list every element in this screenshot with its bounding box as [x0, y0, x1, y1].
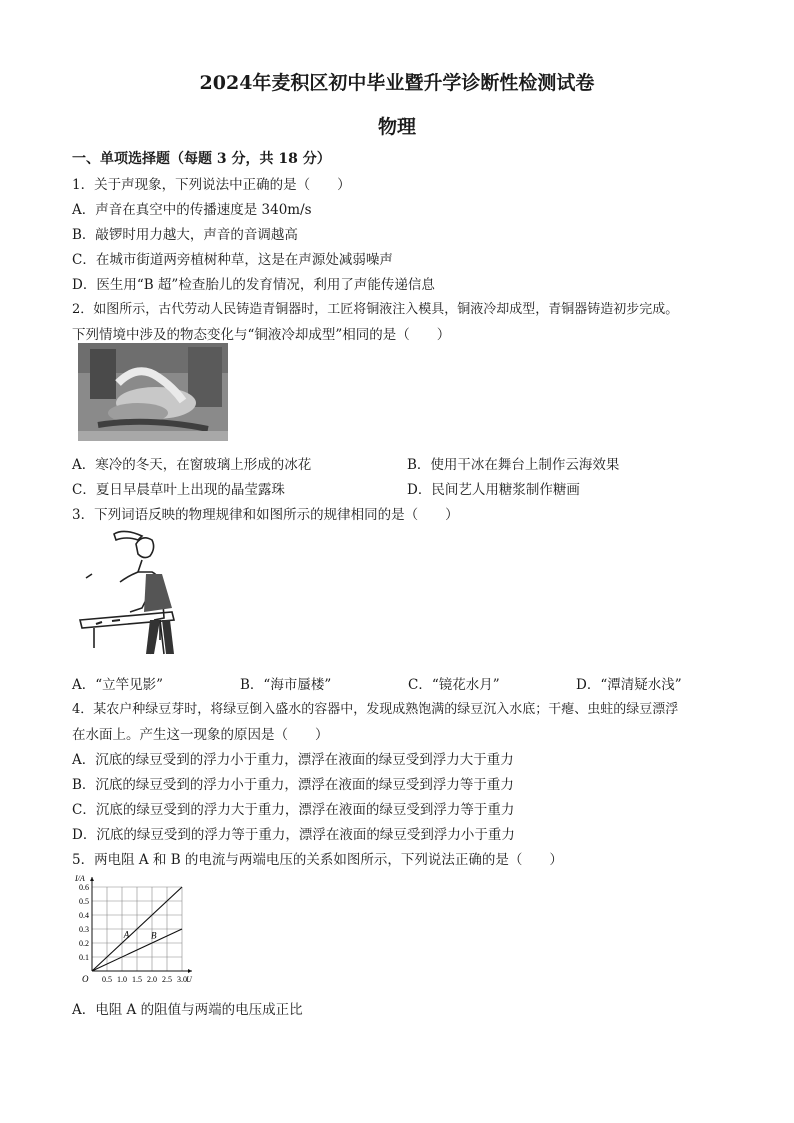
q2-option-a: A．寒冷的冬天，在窗玻璃上形成的冰花: [72, 457, 312, 473]
y-tick-label: 0.1: [79, 953, 89, 962]
q4-option-a: A．沉底的绿豆受到的浮力小于重力，漂浮在液面的绿豆受到浮力大于重力: [72, 752, 514, 768]
q2-stem-line1: 2．如图所示，古代劳动人民铸造青铜器时，工匠将铜液注入模具，铜液冷却成型，青铜器铸造初步完成。: [72, 302, 679, 317]
q3-option-d: D．“潭清疑水浅”: [576, 677, 682, 693]
carpenter-sighting-illustration: [76, 528, 186, 660]
x-tick-label: 1.5: [132, 975, 142, 984]
section-heading: 一、单项选择题（每题 3 分，共 18 分）: [72, 151, 331, 167]
series-label-b: B: [151, 930, 157, 941]
q3-stem: 3．下列词语反映的物理规律和如图所示的规律相同的是（ ）: [72, 507, 459, 523]
series-label-a: A: [123, 929, 130, 940]
q4-option-b: B．沉底的绿豆受到的浮力小于重力，漂浮在液面的绿豆受到浮力等于重力: [72, 777, 514, 793]
x-tick-label: 2.0: [147, 975, 157, 984]
q3-option-a: A．“立竿见影”: [72, 677, 164, 693]
q2-option-c: C．夏日早晨草叶上出现的晶莹露珠: [72, 482, 285, 498]
y-tick-label: 0.5: [79, 897, 89, 906]
q1-stem: 1．关于声现象，下列说法中正确的是（ ）: [72, 177, 351, 193]
q4-option-d: D．沉底的绿豆受到的浮力等于重力，漂浮在液面的绿豆受到浮力小于重力: [72, 827, 515, 843]
q5-stem: 5．两电阻 A 和 B 的电流与两端电压的关系如图所示，下列说法正确的是（ ）: [72, 852, 563, 868]
q4-option-c: C．沉底的绿豆受到的浮力大于重力，漂浮在液面的绿豆受到浮力等于重力: [72, 802, 515, 818]
q2-option-d: D．民间艺人用糖浆制作糖画: [407, 482, 580, 498]
q3-option-b: B．“海市蜃楼”: [240, 677, 332, 693]
x-tick-label: 3.0: [177, 975, 187, 984]
origin-label: O: [82, 974, 89, 984]
x-axis-label: U: [186, 975, 192, 984]
q3-option-c: C．“镜花水月”: [408, 677, 500, 693]
x-tick-label: 1.0: [117, 975, 127, 984]
q5-option-a: A．电阻 A 的阻值与两端的电压成正比: [72, 1002, 303, 1018]
q1-option-c: C．在城市街道两旁植树种草，这是在声源处减弱噪声: [72, 252, 393, 268]
y-tick-label: 0.6: [79, 883, 89, 892]
q1-option-a: A．声音在真空中的传播速度是 340m/s: [72, 202, 312, 218]
bronze-casting-photo: [78, 343, 228, 441]
x-tick-label: 0.5: [102, 975, 112, 984]
y-axis-label: I/A: [75, 874, 85, 883]
y-tick-label: 0.3: [79, 925, 89, 934]
x-axis-arrow: [188, 969, 192, 973]
x-tick-label: 2.5: [162, 975, 172, 984]
subject-title: 物理: [377, 116, 416, 138]
y-axis-arrow: [90, 877, 94, 881]
q4-stem-line1: 4．某农户种绿豆芽时，将绿豆倒入盛水的容器中，发现成熟饱满的绿豆沉入水底；干瘪、虫蛀的绿豆漂浮: [72, 702, 679, 717]
q4-stem-line2: 在水面上。产生这一现象的原因是（ ）: [72, 727, 329, 743]
y-tick-label: 0.2: [79, 939, 89, 948]
q2-stem-line2: 下列情境中涉及的物态变化与“铜液冷却成型”相同的是（ ）: [72, 327, 451, 343]
exam-title: 2024年麦积区初中毕业暨升学诊断性检测试卷: [199, 72, 595, 94]
q2-option-b: B．使用干冰在舞台上制作云海效果: [407, 457, 620, 473]
q1-option-b: B．敲锣时用力越大，声音的音调越高: [72, 227, 298, 243]
iu-graph: [72, 871, 202, 987]
y-tick-label: 0.4: [79, 911, 89, 920]
q1-option-d: D．医生用“B 超”检查胎儿的发育情况，利用了声能传递信息: [72, 277, 435, 293]
